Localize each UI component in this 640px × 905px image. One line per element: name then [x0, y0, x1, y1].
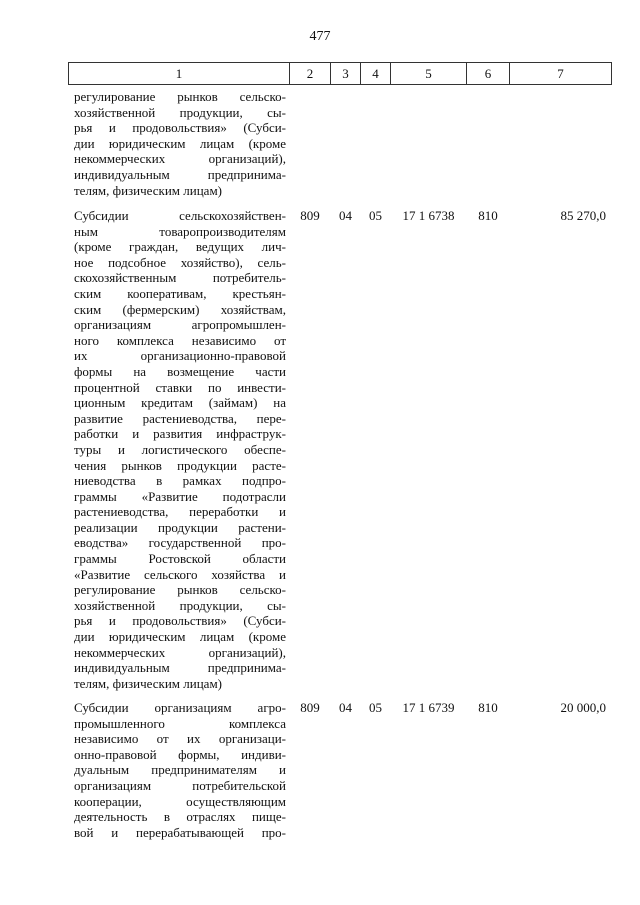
text-line: ционным кредитам (займам) на	[74, 395, 286, 411]
text-line: регулирование рынков сельско-	[74, 582, 286, 598]
text-line: телям, физическим лицам)	[74, 182, 222, 198]
text-line: вой и перерабатывающей про-	[74, 824, 286, 840]
text-line: индивидуальным предпринима-	[74, 660, 286, 676]
text-line: рья и продовольствия» (Субси-	[74, 120, 286, 136]
ministry-code: 809	[300, 700, 320, 715]
text-line: кооперации, осуществляющим	[74, 793, 286, 809]
header-col-4: 4	[361, 63, 391, 85]
subsection-code: 05	[369, 208, 382, 223]
page-number: 477	[309, 29, 331, 44]
text-line: ного комплекса независимо от	[74, 332, 286, 348]
text-line: ским кооперативам, крестьян-	[74, 285, 286, 301]
text-line: независимо от их организаци-	[74, 731, 286, 747]
section-code: 04	[339, 208, 352, 223]
expense-type-code: 810	[478, 208, 498, 223]
header-col-1: 1	[69, 63, 290, 85]
text-line: индивидуальным предпринима-	[74, 166, 286, 182]
text-line: дии юридическим лицам (кроме	[74, 135, 286, 151]
subsection-code: 05	[369, 700, 382, 715]
text-line: промышленного комплекса	[74, 715, 286, 731]
target-article-code: 17 1 6738	[402, 208, 455, 223]
section-code: 04	[339, 700, 352, 715]
text-line: некоммерческих организаций),	[74, 151, 286, 167]
text-line: регулирование рынков сельско-	[74, 89, 286, 104]
text-line: развитие растениеводства, пере-	[74, 410, 286, 426]
row-description	[74, 208, 286, 691]
row-description	[74, 700, 286, 840]
text-line: реализации продукции растени-	[74, 519, 286, 535]
text-line: ным товаропроизводителям	[74, 223, 286, 239]
header-col-7: 7	[510, 63, 612, 85]
text-line: Субсидии сельскохозяйствен-	[74, 208, 286, 223]
row-description	[74, 89, 286, 198]
text-line: онно-правовой формы, индиви-	[74, 746, 286, 762]
text-line: работки и развития инфраструк-	[74, 426, 286, 442]
text-line: Субсидии организациям агро-	[74, 700, 286, 715]
header-col-5: 5	[391, 63, 467, 85]
text-line: ским (фермерским) хозяйствам,	[74, 301, 286, 317]
header-col-2: 2	[290, 63, 331, 85]
expense-type-code: 810	[478, 700, 498, 715]
target-article-code: 17 1 6739	[402, 700, 455, 715]
amount: 20 000,0	[560, 700, 606, 715]
amount: 85 270,0	[560, 208, 606, 223]
text-line: рья и продовольствия» (Субси-	[74, 613, 286, 629]
text-line: организациям потребительской	[74, 777, 286, 793]
text-line: «Развитие сельского хозяйства и	[74, 566, 286, 582]
header-col-6: 6	[467, 63, 510, 85]
text-line: формы на возмещение части	[74, 363, 286, 379]
text-line: ниеводства в рамках подпро-	[74, 473, 286, 489]
text-line: ное подсобное хозяйство), сель-	[74, 254, 286, 270]
text-line: процентной ставки по инвести-	[74, 379, 286, 395]
text-line: дии юридическим лицам (кроме	[74, 629, 286, 645]
text-line: еводства» государственной про-	[74, 535, 286, 551]
text-line: деятельность в отраслях пище-	[74, 809, 286, 825]
column-number-header	[68, 62, 612, 85]
text-line: их организационно-правовой	[74, 348, 286, 364]
text-line: хозяйственной продукции, сы-	[74, 104, 286, 120]
text-line: скохозяйственным потребитель-	[74, 270, 286, 286]
text-line: граммы Ростовской области	[74, 551, 286, 567]
text-line: (кроме граждан, ведущих лич-	[74, 239, 286, 255]
text-line: граммы «Развитие подотрасли	[74, 488, 286, 504]
ministry-code: 809	[300, 208, 320, 223]
text-line: организациям агропромышлен-	[74, 317, 286, 333]
header-col-3: 3	[331, 63, 361, 85]
text-line: телям, физическим лицам)	[74, 675, 222, 691]
text-line: некоммерческих организаций),	[74, 644, 286, 660]
text-line: дуальным предпринимателям и	[74, 762, 286, 778]
text-line: растениеводства, переработки и	[74, 504, 286, 520]
text-line: туры и логистического обеспе-	[74, 441, 286, 457]
text-line: хозяйственной продукции, сы-	[74, 597, 286, 613]
text-line: чения рынков продукции расте-	[74, 457, 286, 473]
